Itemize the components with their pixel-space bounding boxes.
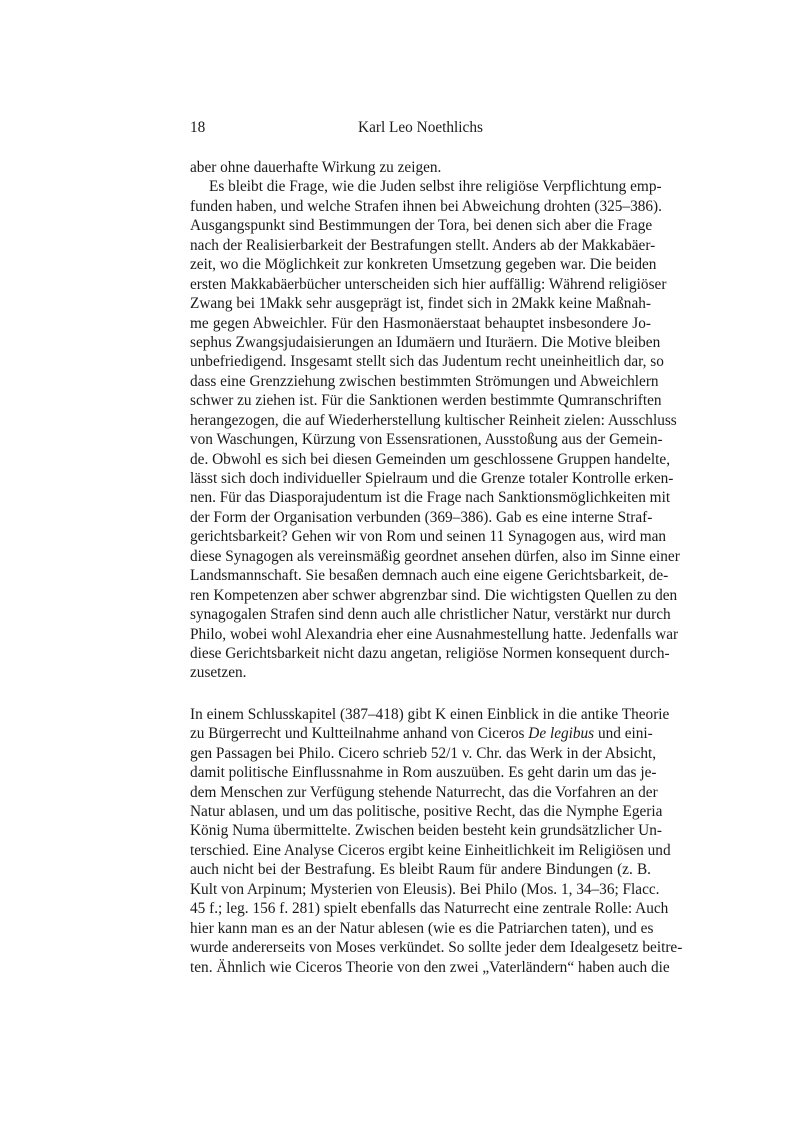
text-line: auch nicht bei der Bestrafung. Es bleibt Raum für andere Bindungen (z. B. [190,861,651,879]
text-line: unbefriedigend. Insgesamt stellt sich das Judentum recht uneinheitlich dar, so [190,353,664,371]
text-line: schwer zu ziehen ist. Für die Sanktionen werden bestimmte Qumranschriften [190,392,662,410]
text-line: aber ohne dauerhafte Wirkung zu zeigen. [190,159,442,176]
body-text [190,158,683,977]
text-line: me gegen Abweichler. Für den Hasmonäerstaat behauptet insbesondere Jo- [190,314,651,332]
text-run: zu Bürgerrecht und Kultteilnahme anhand von Ciceros [190,725,529,743]
text-line: Philo, wobei wohl Alexandria eher eine Ausnahmestellung hatte. Jedenfalls war [190,625,679,643]
text-line: nach der Realisierbarkeit der Bestrafungen stellt. Anders ab der Makkabäer- [190,236,656,254]
text-line: Ausgangspunkt sind Bestimmungen der Tora, bei denen sich aber die Frage [190,217,653,235]
text-line: von Waschungen, Kürzung von Essensrationen, Ausstoßung aus der Gemein- [190,431,663,449]
text-line [190,724,651,743]
running-title: Karl Leo Noethlichs [358,119,483,136]
text-line: Natur ablasen, und um das politische, positive Recht, das die Nymphe Egeria [190,803,663,820]
text-line: hier kann man es an der Natur ablesen (wie es die Patriarchen taten), und es [190,919,654,937]
text-line: zusetzen. [190,664,247,682]
text-line: wurde andererseits von Moses verkündet. So sollte jeder dem Idealgesetz beitre- [190,939,683,957]
paragraph-1 [190,158,651,177]
text-line: herangezogen, die auf Wiederherstellung kultischer Reinheit zielen: Ausschluss [190,411,677,429]
text-run: und eini- [594,725,653,743]
paragraph-gap [190,683,651,705]
text-line: In einem Schlusskapitel (387–418) gibt K einen Einblick in die antike Theorie [190,705,670,723]
text-line: zeit, wo die Möglichkeit zur konkreten Umsetzung gegeben war. Die beiden [190,256,657,274]
text-line: Zwang bei 1Makk sehr ausgeprägt ist, findet sich in 2Makk keine Maßnah- [190,295,651,313]
text-line: gen Passagen bei Philo. Cicero schrieb 52/1 v. Chr. das Werk in der Absicht, [190,744,657,762]
running-head [190,119,651,139]
text-line: ersten Makkabäerbücher unterscheiden sich hier auffällig: Während religiöser [190,275,667,293]
text-line: 45 f.; leg. 156 f. 281) spielt ebenfalls das Naturrecht eine zentrale Rolle: Auch [190,900,669,918]
text-line: nen. Für das Diasporajudentum ist die Frage nach Sanktionsmöglichkeiten mit [190,489,671,507]
text-line: Es bleibt die Frage, wie die Juden selbst ihre religiöse Verpflichtung emp- [209,178,662,196]
text-line: funden haben, und welche Strafen ihnen bei Abweichung drohten (325–386). [190,197,662,215]
text-line: dem Menschen zur Verfügung stehende Naturrecht, das die Vorfahren an der [190,783,658,801]
text-line: König Numa übermittelte. Zwischen beiden besteht kein grundsätzlicher Un- [190,822,662,840]
text-line: dass eine Grenzziehung zwischen bestimmten Strömungen und Abweichlern [190,372,659,390]
paragraph-2 [190,177,680,682]
text-line: der Form der Organisation verbunden (369–386). Gab es eine interne Straf- [190,508,653,526]
text-line: terschied. Eine Analyse Ciceros ergibt keine Einheitlichkeit im Religiösen und [190,841,671,859]
text-line: Landsmannschaft. Sie besaßen demnach auch eine eigene Gerichtsbarkeit, de- [190,567,669,585]
text-line: de. Obwohl es sich bei diesen Gemeinden um geschlossene Gruppen handelte, [190,450,671,468]
text-line: Kult von Arpinum; Mysterien von Eleusis). Bei Philo (Mos. 1, 34–36; Flacc. [190,880,660,898]
text-line: sephus Zwangsjudaisierungen an Idumäern und Ituräern. Die Motive bleiben [190,333,661,351]
text-line: diese Gerichtsbarkeit nicht dazu angetan, religiöse Normen konsequent durch- [190,644,670,662]
text-line: diese Synagogen als vereinsmäßig geordnet ansehen dürfen, also im Sinne einer [190,547,680,565]
text-line: ten. Ähnlich wie Ciceros Theorie von den zwei „Vaterländern“ haben auch die [190,958,670,976]
page-number: 18 [190,119,206,136]
text-line: damit politische Einflussnahme in Rom auszuüben. Es geht darin um das je- [190,764,657,782]
paragraph-3 [190,705,683,977]
text-line: gerichtsbarkeit? Gehen wir von Rom und seinen 11 Synagogen aus, wird man [190,528,667,546]
work-title-de-legibus: De legibus [528,725,595,743]
text-line: synagogalen Strafen sind denn auch alle christlicher Natur, verstärkt nur durch [190,606,671,624]
text-line: ren Kompetenzen aber schwer abgrenzbar sind. Die wichtigsten Quellen zu den [190,586,678,604]
text-line: lässt sich doch individueller Spielraum und die Grenze totaler Kontrolle erken- [190,470,674,487]
